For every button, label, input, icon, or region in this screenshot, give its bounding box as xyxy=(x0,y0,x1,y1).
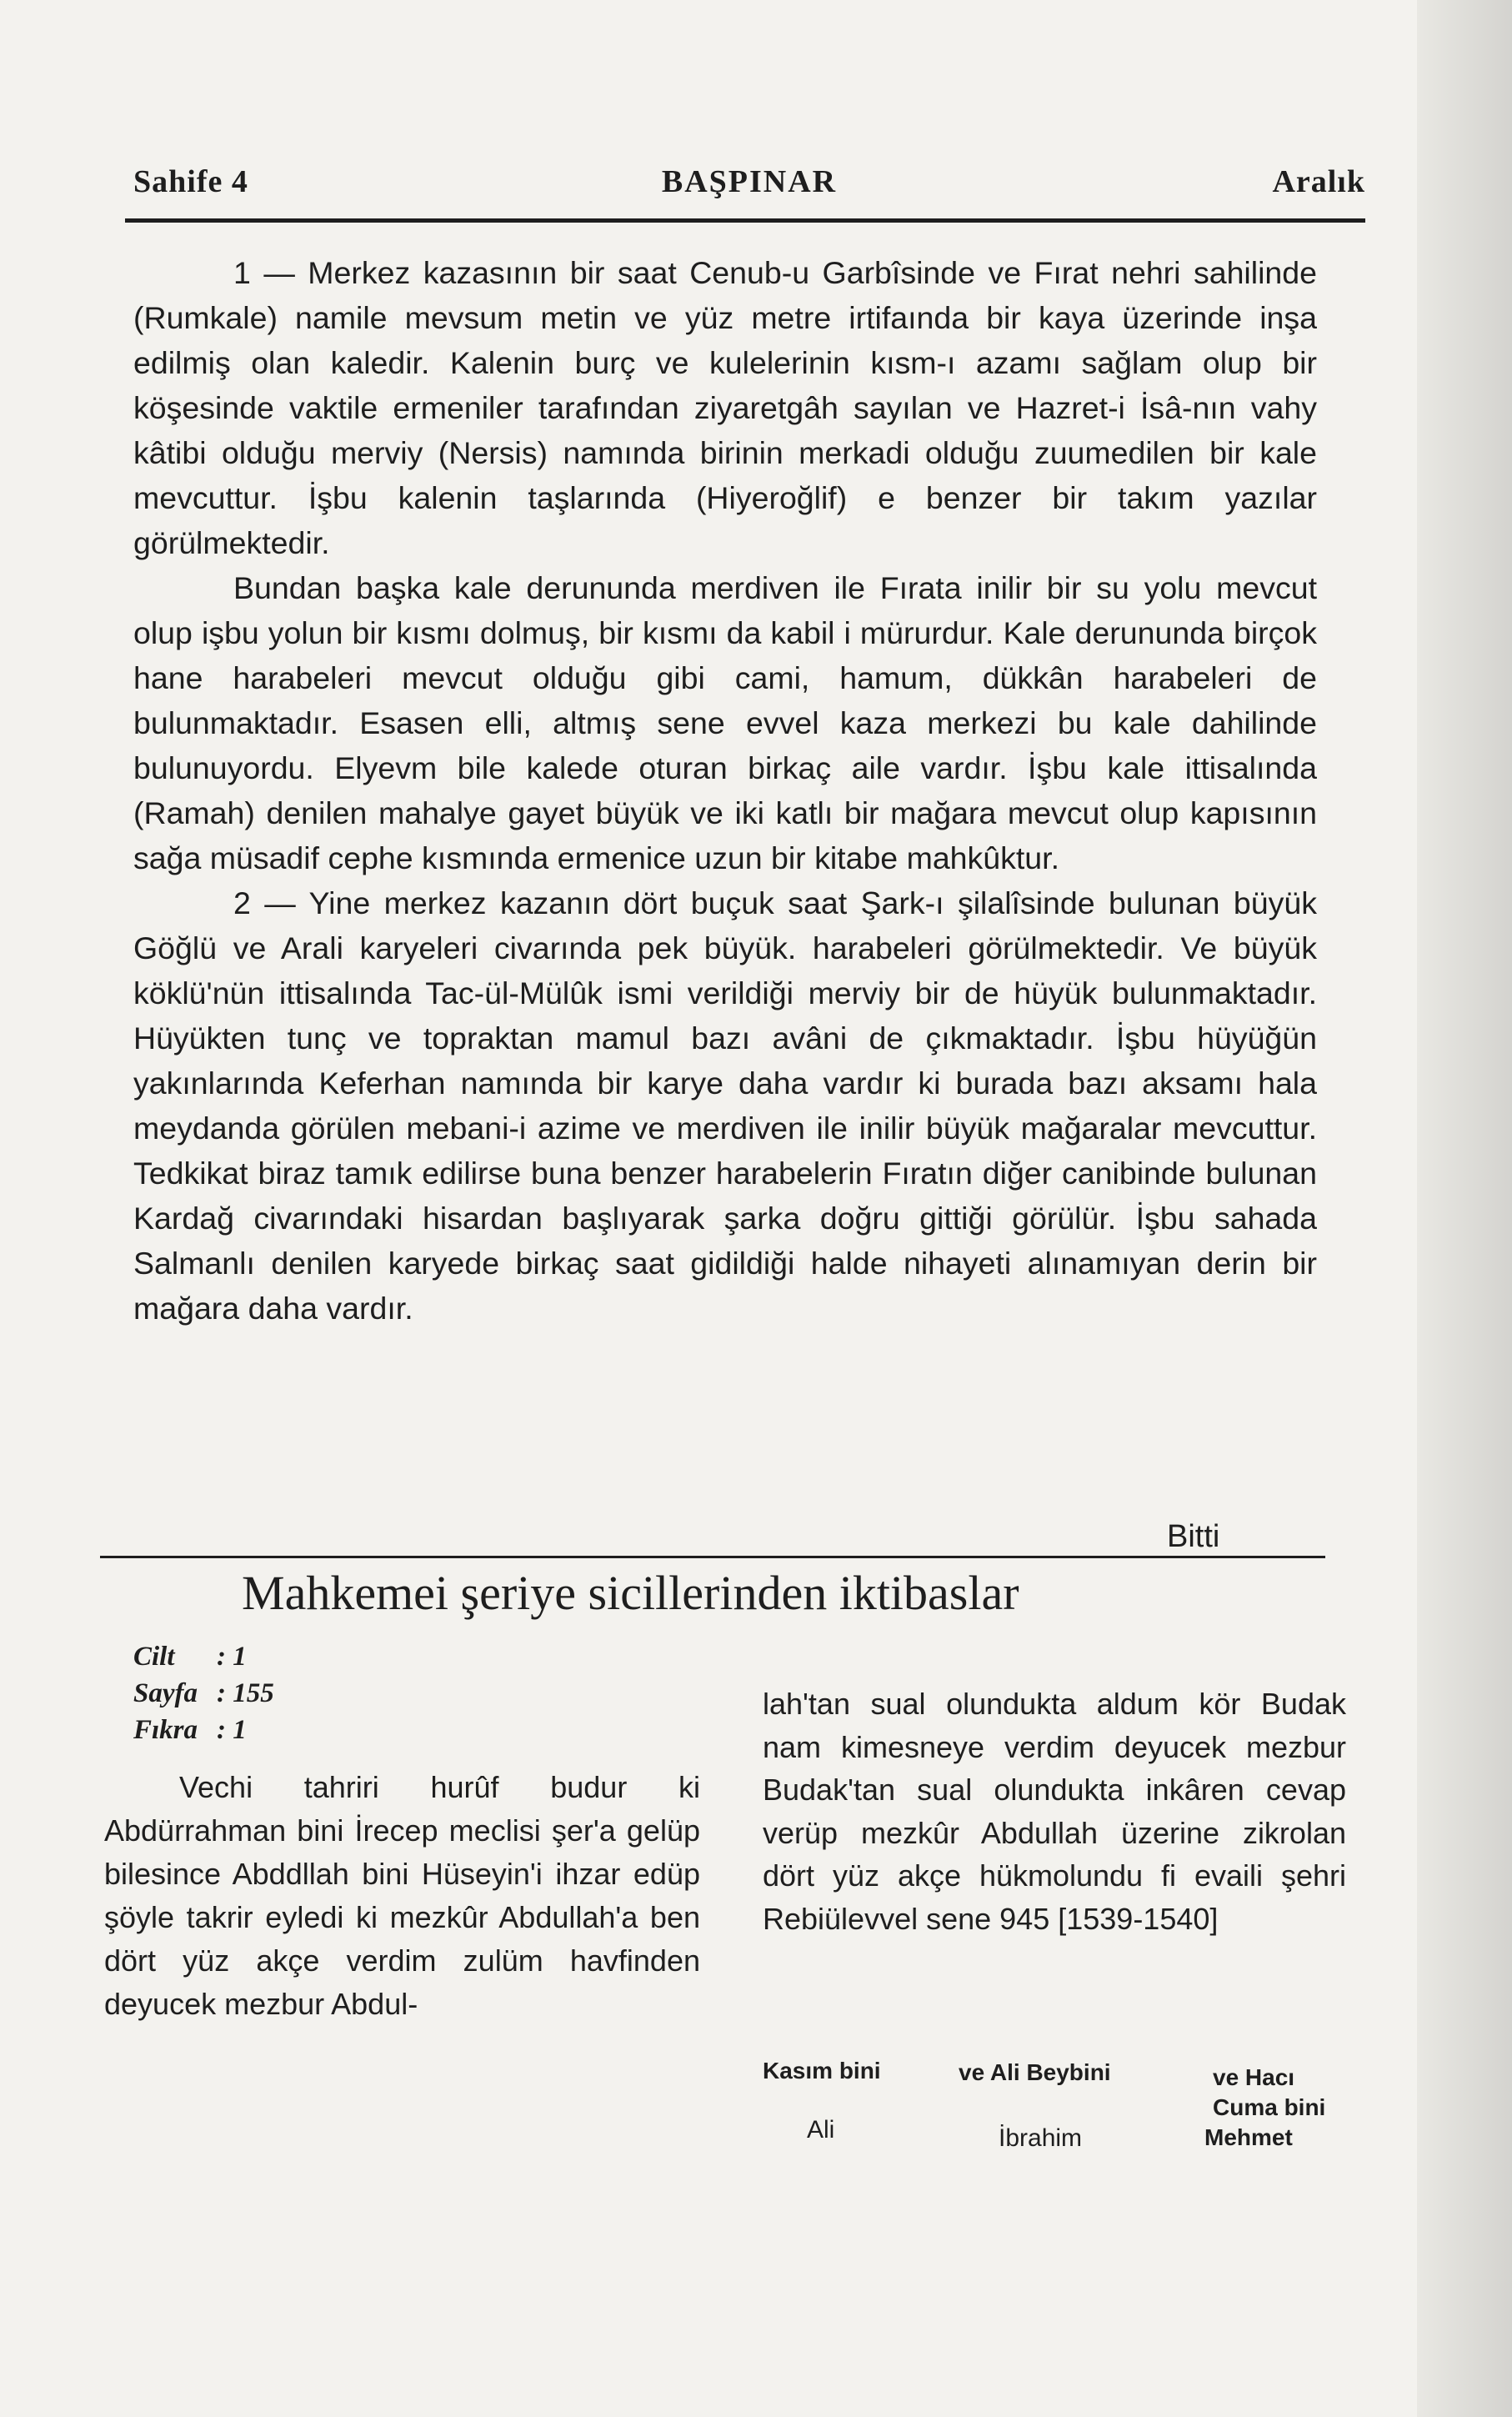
witness-3: ve Hacı xyxy=(1213,2064,1295,2090)
reference-volume: Cilt : 1 xyxy=(133,1642,247,1672)
article-paragraph-3: 2 — Yine merkez kazanın dört buçuk saat Şark-ı şilalîsinde bulunan büyük Göğlü ve Arali karyeleri civarında pek büyük. harabeleri görülmektedir. Ve büyük köklü'nün ittisalında Tac-ül-Mülûk ismi verildiği merviy bir de hüyük bulunmaktadır. Hüyükten tunç ve topraktan mamul bazı avâni de çıkmaktadır. İşbu hüyüğün yakınlarında Keferhan namında bir karye daha vardır ki burada bazı aksamı hala meydanda görülen mebani-i azime ve merdiven ile inilir büyük mağaralar mevcuttur. Tedkikat biraz tamık edilirse buna benzer harabelerin Fıratın diğer canibinde bulunan Kardağ civarındaki hisardan başlıyarak şarka doğru gittiği görülür. İşbu sahada Salmanlı denilen karyede birkaç saat gidildiği halde nihayeti alınamıyan derin bir mağara daha vardır. xyxy=(133,885,1317,1326)
article-end-mark: Bitti xyxy=(1167,1519,1220,1554)
reference-page: Sayfa : 155 xyxy=(133,1678,274,1708)
witness-7: Mehmet xyxy=(1204,2124,1293,2150)
journal-title: BAŞPINAR xyxy=(661,164,838,199)
witness-4: Cuma bini xyxy=(1213,2094,1326,2120)
adjacent-page-edge xyxy=(1417,0,1512,2417)
section-divider xyxy=(100,1556,1325,1558)
article-paragraph-1: 1 — Merkez kazasının bir saat Cenub-u Garbîsinde ve Fırat nehri sahilinde (Rumkale) namile mevsum metin ve yüz metre irtifaında bir kaya üzerinde inşa edilmiş olan kaledir. Kalenin burç ve kulelerinin kısm-ı azamı sağlam olup bir köşesinde vaktile ermeniler tarafından ziyaretgâh sayılan ve Hazret-i İsâ-nın vahy kâtibi olduğu merviy (Nersis) namında birinin merkadi olduğu zuumedilen bir kale mevcuttur. İşbu kalenin taşlarında (Hiyeroğlif) e benzer bir takım yazılar görülmektedir. xyxy=(133,255,1317,560)
article-body xyxy=(133,250,1317,1331)
reference-clause: Fıkra : 1 xyxy=(133,1715,247,1745)
witness-2: ve Ali Beybini xyxy=(959,2059,1111,2085)
issue-month: Aralık xyxy=(1272,164,1365,199)
article-paragraph-2: Bundan başka kale derununda merdiven ile Fırata inilir bir su yolu mevcut olup işbu yolun bir kısmı dolmuş, bir kısmı da kabil i mürurdur. Kale derununda birçok hane harabeleri mevcut olduğu gibi cami, hamum, dükkân harabeleri de bulunmaktadır. Esasen elli, altmış sene evvel kaza merkezi bu kale dahilinde bulunuyordu. Elyevm bile kalede oturan birkaç aile vardır. İşbu kale ittisalında (Ramah) denilen mahalye gayet büyük ve iki katlı bir mağara mevcut olup kapısının sağa müsadif cephe kısmında ermenice uzun bir kitabe mahkûktur. xyxy=(133,570,1317,875)
record-reference xyxy=(133,1638,383,1748)
witness-1: Kasım bini xyxy=(763,2058,881,2084)
witness-5: Ali xyxy=(807,2116,835,2144)
record-text-column-1: Vechi tahriri hurûf budur ki Abdürrahman bini İrecep meclisi şer'a gelüp bilesince Abddllah bini Hüseyin'i ihzar edüp şöyle takrir eyledi ki mezkûr Abdullah'a ben dört yüz akçe verdim zulüm havfinden deyucek mezbur Abdul- xyxy=(104,1770,700,2021)
witness-6: İbrahim xyxy=(999,2124,1083,2152)
record-text-column-2: lah'tan sual olundukta aldum kör Budak nam kimesneye verdim deyucek mezbur Budak'tan sual olundukta inkâren cevap verüp mezkûr Abdullah üzerine zikrolan dört yüz akçe hükmolundu fi evaili şehri Rebiülevvel sene 945 [1539-1540] xyxy=(763,1687,1346,1936)
section-title: Mahkemei şeriye sicillerinden iktibaslar xyxy=(242,1566,1019,1620)
page-header xyxy=(133,157,1365,198)
page-number: Sahife 4 xyxy=(133,164,248,199)
header-rule xyxy=(125,218,1365,223)
